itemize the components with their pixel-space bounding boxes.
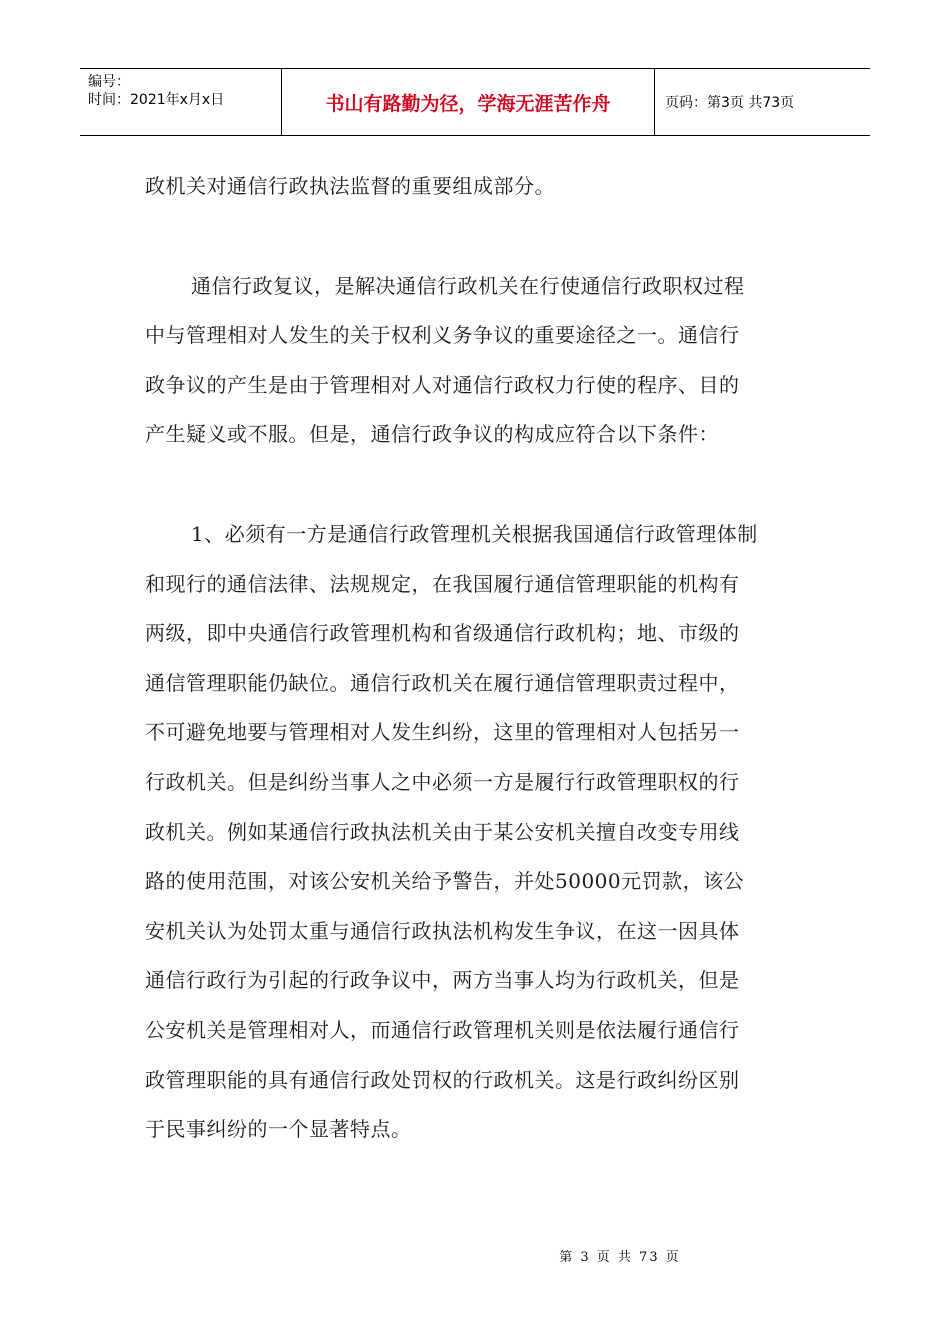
page-footer: 第 3 页 共 73 页: [559, 1250, 681, 1265]
text-line: 政管理职能的具有通信行政处罚权的行政机关。这是行政纠纷区别: [145, 1067, 740, 1092]
document-body: [145, 162, 805, 1155]
page-header: [80, 68, 870, 136]
header-meta: [80, 69, 282, 135]
document-date-label: 时间：2021年x月x日: [88, 92, 225, 108]
text-line: 通信行政行为引起的行政争议中，两方当事人均为行政机关，但是: [145, 968, 740, 993]
text-line: 通信管理职能仍缺位。通信行政机关在履行通信管理职责过程中，: [145, 670, 740, 695]
text-line: 1、必须有一方是通信行政管理机关根据我国通信行政管理体制: [191, 521, 758, 546]
text-line: 不可避免地要与管理相对人发生纠纷，这里的管理相对人包括另一: [145, 720, 740, 745]
text-line: 两级，即中央通信行政管理机构和省级通信行政机构；地、市级的: [145, 621, 740, 646]
text-line: 路的使用范围，对该公安机关给予警告，并处50000元罚款，该公: [145, 869, 745, 894]
text-line: 行政机关。但是纠纷当事人之中必须一方是履行行政管理职权的行: [145, 769, 740, 794]
text-line: 产生疑义或不服。但是，通信行政争议的构成应符合以下条件：: [145, 422, 719, 447]
text-line: 和现行的通信法律、法规规定，在我国履行通信管理职能的机构有: [145, 571, 740, 596]
document-number-label: 编号：: [88, 74, 130, 90]
text-line: 政机关。例如某通信行政执法机关由于某公安机关擅自改变专用线: [145, 819, 740, 844]
paragraph-3: [145, 510, 805, 1155]
text-line: 安机关认为处罚太重与通信行政执法机构发生争议，在这一因具体: [145, 918, 740, 943]
text-line: 政机关对通信行政执法监督的重要组成部分。: [145, 174, 555, 198]
text-line: 通信行政复议，是解决通信行政机关在行使通信行政职权过程: [191, 273, 745, 298]
text-line: 中与管理相对人发生的关于权利义务争议的重要途径之一。通信行: [145, 323, 740, 348]
header-page-number: 页码：第3页 共73页: [665, 95, 795, 111]
text-line: 于民事纠纷的一个显著特点。: [145, 1117, 412, 1142]
paragraph-2: [145, 262, 805, 460]
text-line: 公安机关是管理相对人，而通信行政管理机关则是依法履行通信行: [145, 1017, 740, 1042]
header-motto: 书山有路勤为径，学海无涯苦作舟: [282, 69, 655, 135]
text-line: 政争议的产生是由于管理相对人对通信行政权力行使的程序、目的: [145, 372, 740, 397]
paragraph-1: [145, 162, 805, 212]
